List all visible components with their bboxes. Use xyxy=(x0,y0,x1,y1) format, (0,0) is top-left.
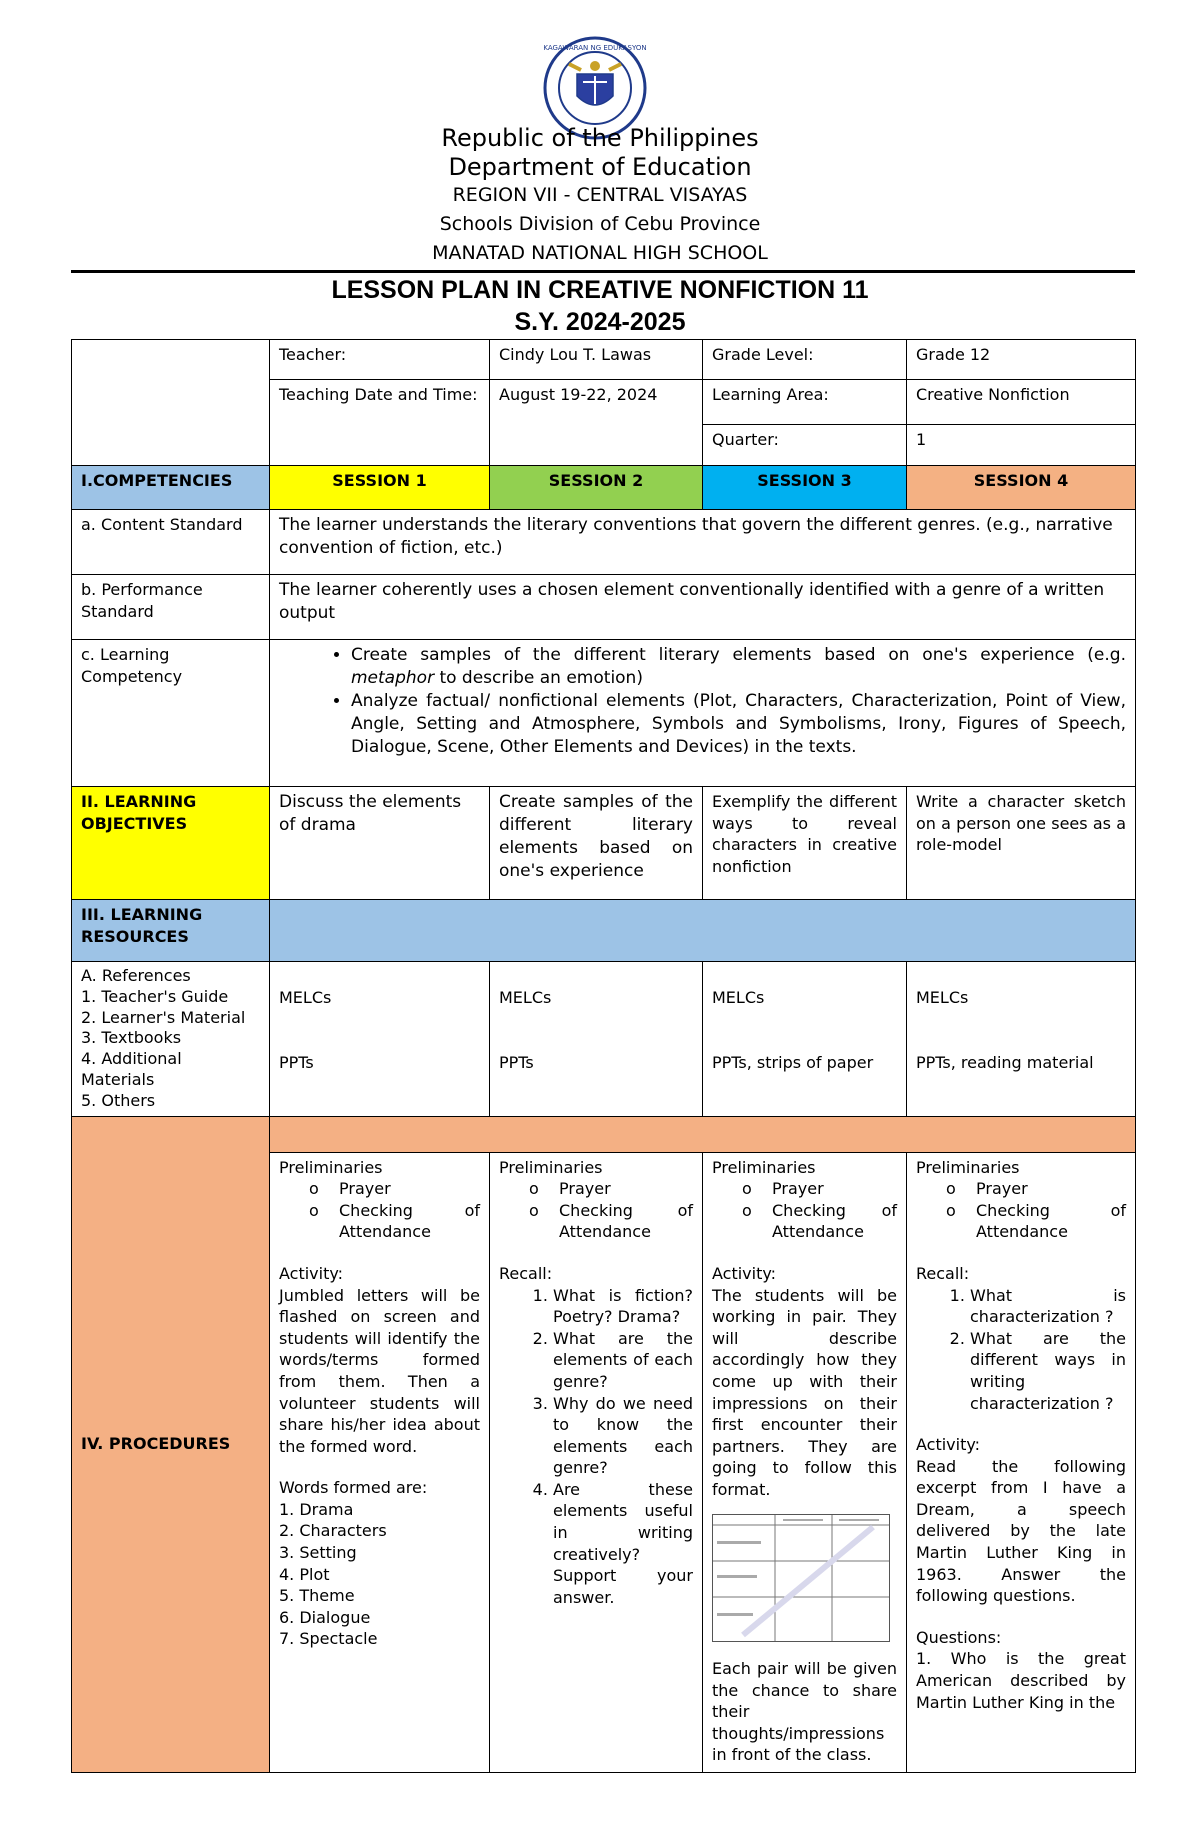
header-line-department: Department of Education xyxy=(448,153,752,181)
performance-standard-label: b. Performance Standard xyxy=(72,575,270,640)
impression-format-image xyxy=(712,1514,890,1642)
grade-label: Grade Level: xyxy=(703,340,907,380)
competency-item: • Analyze factual/ nonfictional elements (Plot, Characters, Characterization, Point of View, Angle, Setting and Atmosphere, Symbols and Symbolisms, Irony, Figures of Speech, Dialogue, Scene, Other Elements and Devices) in the texts. xyxy=(351,690,1126,759)
lesson-plan-table xyxy=(71,339,1136,1773)
school-year: S.Y. 2024-2025 xyxy=(514,308,686,336)
procedure-session-3: Preliminaries o Prayer o Checking of Attendance Activity: The students will be working in pair. They will describe accordingly how they come up with their impressions on their first encounter their partners. They are going to follow this format. Each pair will be given the chance to share their thoughts/impressions in front of the class. xyxy=(703,1152,907,1772)
content-standard-label: a. Content Standard xyxy=(72,510,270,575)
quarter-label: Quarter: xyxy=(703,425,907,466)
session-3-heading: SESSION 3 xyxy=(703,466,907,510)
header-line-school: MANATAD NATIONAL HIGH SCHOOL xyxy=(432,242,768,264)
resources-session-2: MELCs PPTs xyxy=(490,962,703,1117)
objective-session-2: Create samples of the different literary elements based on one's experience xyxy=(490,787,703,900)
header-divider xyxy=(71,270,1135,273)
reference-item: A. References xyxy=(81,966,191,985)
resources-band xyxy=(270,900,1136,962)
content-standard-text: The learner understands the literary conventions that govern the different genres. (e.g., narrative convention of fiction, etc.) xyxy=(270,510,1136,575)
grade-value: Grade 12 xyxy=(907,340,1136,380)
header-line-division: Schools Division of Cebu Province xyxy=(439,213,761,235)
header-line-republic: Republic of the Philippines xyxy=(441,124,759,152)
area-label: Learning Area: xyxy=(703,380,907,425)
quarter-value: 1 xyxy=(907,425,1136,466)
references-list xyxy=(72,962,270,1117)
page-title: LESSON PLAN IN CREATIVE NONFICTION 11 xyxy=(331,276,869,304)
session-2-heading: SESSION 2 xyxy=(490,466,703,510)
blank-corner-cell xyxy=(72,340,270,466)
performance-standard-text: The learner coherently uses a chosen element conventionally identified with a genre of a written output xyxy=(270,575,1136,640)
competencies-heading: I.COMPETENCIES xyxy=(72,466,270,510)
procedures-heading: IV. PROCEDURES xyxy=(72,1116,270,1772)
procedure-session-4: Preliminaries o Prayer o Checking of Attendance Recall: 1. What is characterization ? 2. What are the different ways in writing characterization ? Activity: Read the following excerpt from I have a Dream, a speech delivered by the late Martin Luther King in 1963. Answer the following questions. Questions: 1. Who is the great American described by Martin Luther King in the xyxy=(907,1152,1136,1772)
reference-item: 2. Learner's Material xyxy=(81,1007,246,1027)
area-value: Creative Nonfiction xyxy=(907,380,1136,425)
reference-item: 5. Others xyxy=(81,1090,156,1110)
learning-competency-label: c. Learning Competency xyxy=(72,640,270,787)
objective-session-4: Write a character sketch on a person one sees as a role-model xyxy=(907,787,1136,900)
reference-item: 1. Teacher's Guide xyxy=(81,986,229,1006)
date-label: Teaching Date and Time: xyxy=(270,380,490,466)
competency-item: • Create samples of the different literary elements based on one's experience (e.g. metaphor to describe an emotion) xyxy=(351,644,1126,690)
date-value: August 19-22, 2024 xyxy=(490,380,703,466)
session-1-heading: SESSION 1 xyxy=(270,466,490,510)
reference-item: 4. Additional Materials xyxy=(81,1049,182,1089)
reference-item: 3. Textbooks xyxy=(81,1028,182,1048)
svg-text:KAGAWARAN NG EDUKASYON: KAGAWARAN NG EDUKASYON xyxy=(543,44,647,52)
resources-session-1: MELCs PPTs xyxy=(270,962,490,1117)
procedure-session-2: Preliminaries o Prayer o Checking of Attendance Recall: 1. What is fiction? Poetry? Drama? 2. What are the elements of each genre? 3. Why do we need to know the elements each genre? 4. Are these elements useful in writing creatively? Support your answer. xyxy=(490,1152,703,1772)
procedure-session-1: Preliminaries o Prayer o Checking of Attendance Activity: Jumbled letters will be flashed on screen and students will identify the words/terms formed from them. Then a volunteer students will share his/her idea about the formed word. Words formed are: 1. Drama 2. Characters 3. Setting 4. Plot 5. Theme 6. Dialogue 7. Spectacle xyxy=(270,1152,490,1772)
teacher-value: Cindy Lou T. Lawas xyxy=(490,340,703,380)
objectives-heading: II. LEARNING OBJECTIVES xyxy=(72,787,270,900)
resources-heading: III. LEARNING RESOURCES xyxy=(72,900,270,962)
teacher-label: Teacher: xyxy=(270,340,490,380)
objective-session-3: Exemplify the different ways to reveal characters in creative nonfiction xyxy=(703,787,907,900)
objective-session-1: Discuss the elements of drama xyxy=(270,787,490,900)
resources-session-4: MELCs PPTs, reading material xyxy=(907,962,1136,1117)
learning-competency-list xyxy=(270,640,1136,787)
session-4-heading: SESSION 4 xyxy=(907,466,1136,510)
resources-session-3: MELCs PPTs, strips of paper xyxy=(703,962,907,1117)
header-line-region: REGION VII - CENTRAL VISAYAS xyxy=(452,184,748,206)
procedures-band xyxy=(270,1116,1136,1152)
